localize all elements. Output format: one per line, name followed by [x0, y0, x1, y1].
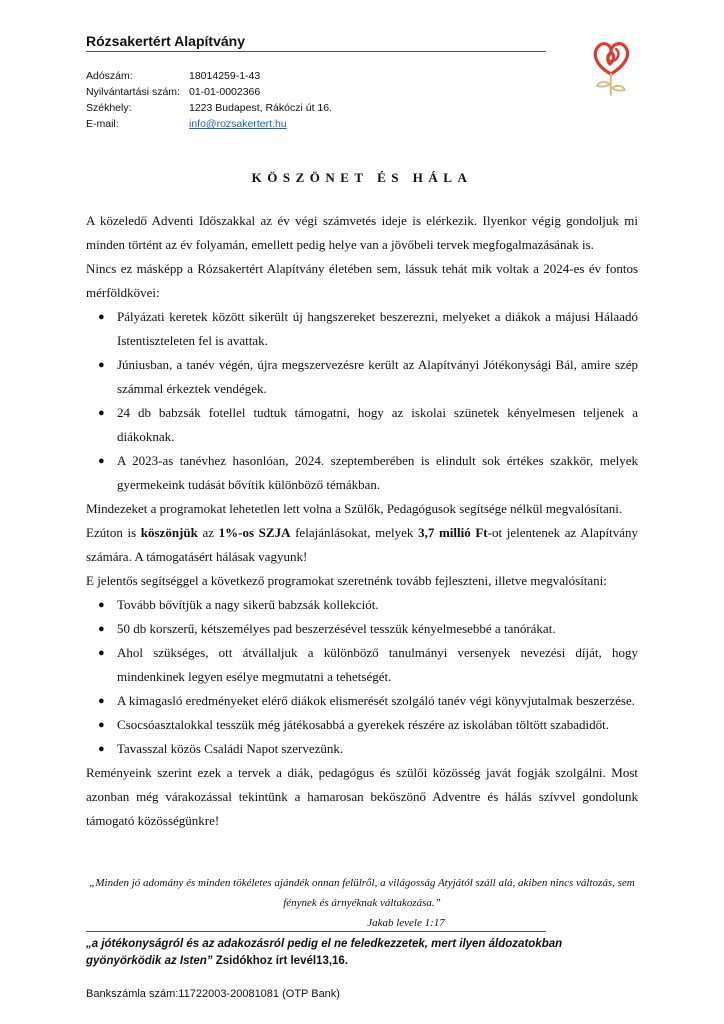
list-item-text: Csocsóasztalokkal tesszük még játékosabbá a gyerekek részére az iskolában töltött szabadidőt.	[117, 717, 610, 732]
thanks-text: Ezúton is	[86, 525, 141, 540]
info-row-registry	[86, 84, 332, 100]
list-item-text: A 2023-as tanévhez hasonlóan, 2024. szeptemberében is elindult sok értékes szakkör, melyek gyermekeink tudását bővítik különböző témákban.	[117, 453, 638, 492]
bank-account: Bankszámla szám:11722003-20081081 (OTP Bank)	[86, 988, 340, 1000]
list-item-text: Tovább bővítjük a nagy sikerű babzsák kollekciót.	[117, 597, 379, 612]
rose-petals	[595, 44, 627, 74]
letter-title: KÖSZÖNET ÉS HÁLA	[251, 170, 473, 185]
rose-logo-icon	[586, 38, 636, 98]
info-value: 01-01-0002366	[189, 86, 261, 98]
footer-quote	[86, 936, 566, 970]
list-item	[86, 689, 638, 713]
list-item	[86, 401, 638, 449]
list-item-text: Tavasszal közös Családi Napot szervezünk.	[117, 741, 344, 756]
plans-list	[86, 593, 638, 761]
footer-quote-text: „a jótékonyságról és az adakozásról pedig el ne feledkezzetek, mert ilyen áldozatokban gyönyörködik az Isten”	[86, 938, 563, 967]
letter-body	[86, 209, 638, 833]
info-label: E-mail:	[86, 118, 119, 130]
bullet-icon: ●	[98, 407, 105, 419]
info-row-address	[86, 100, 332, 116]
bullet-icon: ●	[98, 311, 105, 323]
milestones-list	[86, 305, 638, 497]
support-paragraph: Mindezeket a programokat lehetetlen lett volna a Szülők, Pedagógusok segítsége nélkül megvalósítani.	[86, 501, 623, 516]
list-item	[86, 305, 638, 353]
footer-divider	[86, 931, 546, 932]
list-item-text: Júniusban, a tanév végén, újra megszervezésre került az Alapítványi Jótékonysági Bál, amire szép számmal érkeztek vendégek.	[117, 357, 638, 396]
list-item-text: Ahol szükséges, ott átvállaljuk a különböző tanulmányi versenyek nevezési díját, hogy mindenkinek legyen esélye megmutatni a tehetségét.	[117, 645, 638, 684]
list-item	[86, 641, 638, 689]
organization-info	[86, 68, 332, 132]
intro-paragraph: Nincs ez másképp a Rózsakertért Alapítvány életében sem, lássuk tehát mik voltak a 2024-es év fontos mérföldkövei:	[86, 261, 638, 300]
bullet-icon: ●	[98, 743, 105, 755]
list-item-text: Pályázati keretek között sikerült új hangszereket beszerezni, melyeket a diákok a májusi Hálaadó Istentiszteleten fel is avattak.	[117, 309, 638, 348]
header-divider	[86, 51, 546, 52]
quote-text: „Minden jó adomány és minden tökéletes ajándék onnan felülről, a világosság Atyjától száll alá, akiben nincs változás, sem fénynek és árnyéknak váltakozása.”	[89, 877, 635, 909]
list-item-text: 24 db babzsák fotellel tudtuk támogatni, hogy az iskolai szünetek kényelmesen teljenek a diákoknak.	[117, 405, 638, 444]
list-item	[86, 353, 638, 401]
info-value: 1223 Budapest, Rákóczi út 16.	[189, 102, 333, 114]
list-item	[86, 713, 638, 737]
bullet-icon: ●	[98, 647, 105, 659]
list-item	[86, 593, 638, 617]
quote-reference: Jakab levele 1:17	[367, 917, 445, 929]
list-item	[86, 737, 638, 761]
bullet-icon: ●	[98, 623, 105, 635]
bullet-icon: ●	[98, 599, 105, 611]
thanks-bold: köszönjük	[140, 525, 198, 540]
info-label: Nyilvántartási szám:	[86, 86, 180, 98]
bullet-icon: ●	[98, 455, 105, 467]
thanks-text: az	[197, 525, 219, 540]
organization-name: Rózsakertért Alapítvány	[86, 33, 245, 49]
list-item	[86, 617, 638, 641]
bullet-icon: ●	[98, 359, 105, 371]
thanks-paragraph	[86, 521, 638, 569]
thanks-text: felajánlásokat, melyek	[290, 525, 419, 540]
bullet-icon: ●	[98, 695, 105, 707]
bible-quote	[86, 873, 638, 933]
list-item-text: A kimagasló eredményeket elérő diákok elismerését szolgáló tanév végi könyvjutalmak beszerzése.	[117, 693, 636, 708]
list-item	[86, 449, 638, 497]
intro-paragraph: A közeledő Adventi Időszakkal az év végi számvetés ideje is elérkezik. Ilyenkor végig gondoljuk mi minden történt az év folyamán, emellett pedig helye van a jövőbeli tervek megfogalmazásának is.	[86, 213, 638, 252]
info-row-email	[86, 116, 332, 132]
rose-leaf-left	[597, 82, 610, 87]
plans-intro-paragraph: E jelentős segítséggel a következő programokat szeretnénk tovább fejleszteni, illetve megvalósítani:	[86, 573, 607, 588]
thanks-text: -ot jelentenek az Alapítvány számára. A támogatásért hálásak vagyunk!	[86, 525, 638, 564]
footer-quote-reference: Zsidókhoz írt levél13,16.	[212, 955, 349, 967]
closing-paragraph: Reményeink szerint ezek a tervek a diák, pedagógus és szülői közösség javát fogják szolgálni. Most azonban még várakozással tekintünk a hamarosan beköszönő Adventre és hálás szívvel gondolunk támogató közösségünkre!	[86, 765, 638, 828]
thanks-bold: 1%-os SZJA	[218, 525, 291, 540]
info-label: Adószám:	[86, 70, 133, 82]
info-value: 18014259-1-43	[189, 70, 261, 82]
info-row-tax	[86, 68, 332, 84]
bullet-icon: ●	[98, 719, 105, 731]
list-item-text: 50 db korszerű, kétszemélyes pad beszerzésével tesszük kényelmesebbé a tanórákat.	[117, 621, 556, 636]
email-link[interactable]: info@rozsakertert.hu	[189, 118, 287, 130]
thanks-bold: 3,7 millió Ft	[418, 525, 488, 540]
rose-leaf-right	[612, 86, 625, 91]
info-label: Székhely:	[86, 102, 132, 114]
